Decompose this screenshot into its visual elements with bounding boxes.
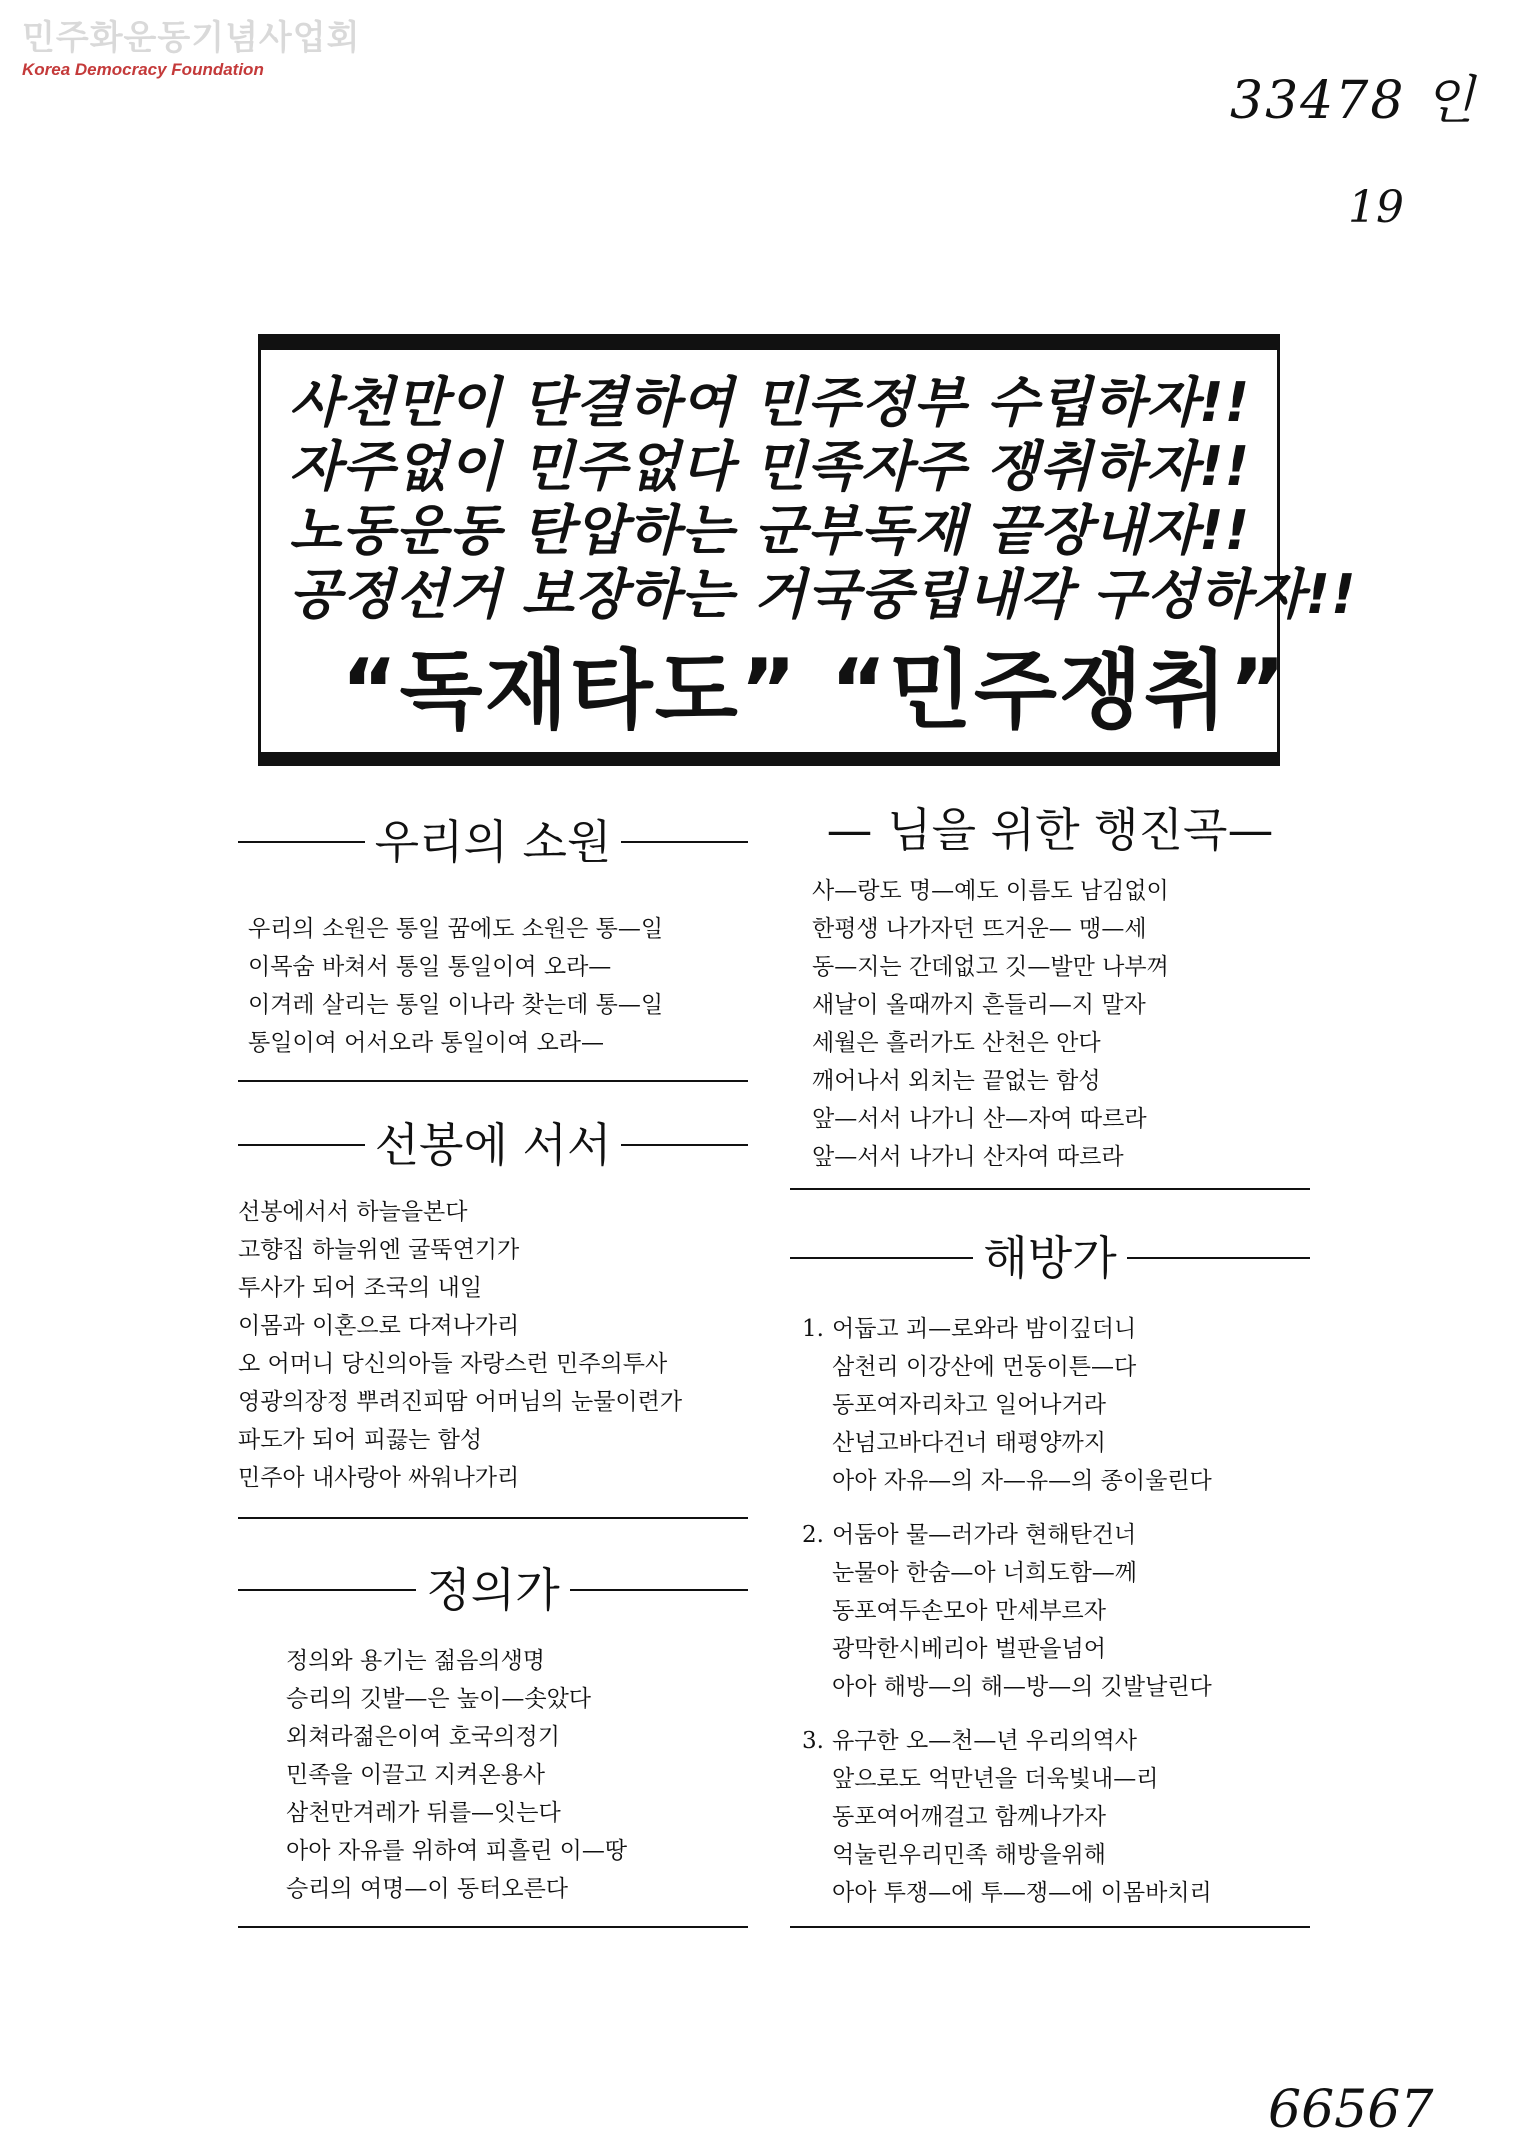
- lyric-line: 선봉에서서 하늘을본다: [238, 1199, 468, 1225]
- lyric-line: 어둡고 괴—로와라 밤이깊더니: [832, 1316, 1137, 1342]
- lyric-line: 승리의 깃발—은 높이—솟았다: [286, 1686, 592, 1712]
- lyric-line: 앞—서서 나가니 산자여 따르라: [812, 1144, 1124, 1170]
- song-title: 우리의 소원: [374, 815, 612, 869]
- lyric-line: 통일이여 어서오라 통일이여 오라—: [248, 1030, 604, 1056]
- lyric-line: 어둠아 물—러가라 현해탄건너: [832, 1522, 1137, 1548]
- lyric-line: 고향집 하늘위엔 굴뚝연기가: [238, 1237, 520, 1263]
- lyric-line: 오 어머니 당신의아들 자랑스런 민주의투사: [238, 1351, 668, 1377]
- lyric-line: 이겨레 살리는 통일 이나라 찾는데 통—일: [248, 992, 664, 1018]
- song-title-row: [790, 1228, 1310, 1288]
- lyric-line: 세월은 흘러가도 산천은 안다: [812, 1030, 1101, 1056]
- title-dash-left: [238, 841, 365, 843]
- song-lyrics: [790, 872, 1310, 1176]
- lyric-line: 이목숨 바쳐서 통일 통일이여 오라—: [248, 954, 612, 980]
- section-rule: [238, 1926, 748, 1928]
- title-dash-left: [790, 1257, 973, 1259]
- slogan-line: 자주없이 민주없다 민족자주 쟁취하자!!: [289, 435, 1251, 498]
- lyric-line: 아아 자유를 위하여 피흘린 이—땅: [286, 1838, 628, 1864]
- watermark-korean: 민주화운동기념사업회: [22, 18, 361, 58]
- lyric-line: 동포여자리차고 일어나거라: [832, 1392, 1106, 1418]
- lyric-line: 광막한시베리아 벌판을넘어: [832, 1636, 1106, 1662]
- watermark-english: Korea Democracy Foundation: [22, 60, 264, 79]
- lyric-line: 앞으로도 억만년을 더욱빛내—리: [832, 1766, 1159, 1792]
- lyric-line: 유구한 오—천—년 우리의역사: [832, 1728, 1138, 1754]
- lyric-line: 민주아 내사랑아 싸워나가리: [238, 1465, 520, 1491]
- song-title: — 님을 위한 행진곡—: [826, 803, 1274, 857]
- title-dash-right: [621, 1144, 748, 1146]
- lyric-line: 아아 투쟁—에 투—쟁—에 이몸바치리: [832, 1880, 1212, 1906]
- page-mark-annotation: 19: [1348, 182, 1404, 233]
- title-dash-right: [621, 841, 748, 843]
- lyric-line: 영광의장정 뿌려진피땀 어머님의 눈물이련가: [238, 1389, 683, 1415]
- title-dash-right: [570, 1589, 748, 1591]
- lyric-line: 승리의 여명—이 동터오른다: [286, 1876, 569, 1902]
- lyric-line: 삼천리 이강산에 먼동이튼—다: [832, 1354, 1137, 1380]
- lyric-line: 억눌린우리민족 해방을위해: [832, 1842, 1106, 1868]
- watermark-logo: [22, 18, 360, 80]
- song-title: 해방가: [983, 1231, 1117, 1285]
- banner-motto: “독재타도” “민주쟁취”: [341, 641, 1288, 741]
- section-rule: [238, 1080, 748, 1082]
- bottom-number-annotation: 66567: [1268, 2080, 1434, 2140]
- song-title: 선봉에 서서: [374, 1118, 612, 1172]
- lyric-line: 아아 자유—의 자—유—의 종이울린다: [832, 1468, 1212, 1494]
- title-dash-left: [238, 1144, 365, 1146]
- lyric-line: 민족을 이끌고 지켜온용사: [286, 1762, 546, 1788]
- verse-2: [802, 1516, 1310, 1706]
- lyric-line: 한평생 나가자던 뜨거운— 맹—세: [812, 916, 1147, 942]
- lyric-line: 투사가 되어 조국의 내일: [238, 1275, 483, 1301]
- slogan-line: 공정선거 보장하는 거국중립내각 구성하자!!: [289, 563, 1357, 626]
- verse-number: 1.: [802, 1316, 824, 1342]
- song-title-row: [238, 1115, 748, 1175]
- song-liberation: [790, 1228, 1310, 1928]
- lyric-line: 사—랑도 명—예도 이름도 남김없이: [812, 878, 1169, 904]
- song-lyrics: [238, 910, 748, 1062]
- title-dash-left: [238, 1589, 416, 1591]
- banner-bottom-bar: [258, 752, 1280, 766]
- slogan-list: [289, 371, 1357, 627]
- lyric-line: 깨어나서 외치는 끝없는 함성: [812, 1068, 1101, 1094]
- section-rule: [790, 1926, 1310, 1928]
- lyric-line: 동포여어깨걸고 함께나가자: [832, 1804, 1106, 1830]
- title-dash-right: [1127, 1257, 1310, 1259]
- verse-number: 2.: [802, 1522, 824, 1548]
- lyric-line: 눈물아 한숨—아 너희도함—께: [832, 1560, 1138, 1586]
- song-our-wish: [238, 812, 748, 1082]
- lyric-line: 이몸과 이혼으로 다져나가리: [238, 1313, 520, 1339]
- song-title: 정의가: [426, 1563, 560, 1617]
- lyric-line: 삼천만겨레가 뒤를—잇는다: [286, 1800, 561, 1826]
- song-title-row: [238, 812, 748, 872]
- lyric-line: 정의와 용기는 젊음의생명: [286, 1648, 546, 1674]
- document-id-annotation: 33478 인: [1230, 71, 1477, 131]
- verse-1: [802, 1310, 1310, 1500]
- verse-3: [802, 1722, 1310, 1912]
- lyric-line: 동포여두손모아 만세부르자: [832, 1598, 1106, 1624]
- lyric-line: 우리의 소원은 통일 꿈에도 소원은 통—일: [248, 916, 664, 942]
- song-verses: [790, 1310, 1310, 1912]
- song-lyrics: [238, 1193, 748, 1497]
- slogan-line: 노동운동 탄압하는 군부독재 끝장내자!!: [289, 499, 1251, 562]
- lyric-line: 아아 해방—의 해—방—의 깃발날린다: [832, 1674, 1212, 1700]
- song-title-row: [238, 1560, 748, 1620]
- lyric-line: 외쳐라젊은이여 호국의정기: [286, 1724, 560, 1750]
- lyric-line: 새날이 올때까지 흔들리—지 말자: [812, 992, 1146, 1018]
- slogan-line: 사천만이 단결하여 민주정부 수립하자!!: [289, 371, 1251, 434]
- slogan-banner: [258, 340, 1357, 762]
- section-rule: [238, 1517, 748, 1519]
- song-lyrics: [238, 1642, 748, 1908]
- section-rule: [790, 1188, 1310, 1190]
- lyric-line: 앞—서서 나가니 산—자여 따르라: [812, 1106, 1147, 1132]
- song-march-for-beloved: [790, 800, 1310, 1190]
- lyric-line: 동—지는 간데없고 깃—발만 나부껴: [812, 954, 1169, 980]
- song-justice: [238, 1560, 748, 1928]
- lyric-line: 파도가 되어 피끓는 함성: [238, 1427, 483, 1453]
- song-vanguard: [238, 1115, 748, 1519]
- verse-number: 3.: [802, 1728, 824, 1754]
- lyric-line: 산넘고바다건너 태평양까지: [832, 1430, 1106, 1456]
- song-title-row: [790, 800, 1310, 860]
